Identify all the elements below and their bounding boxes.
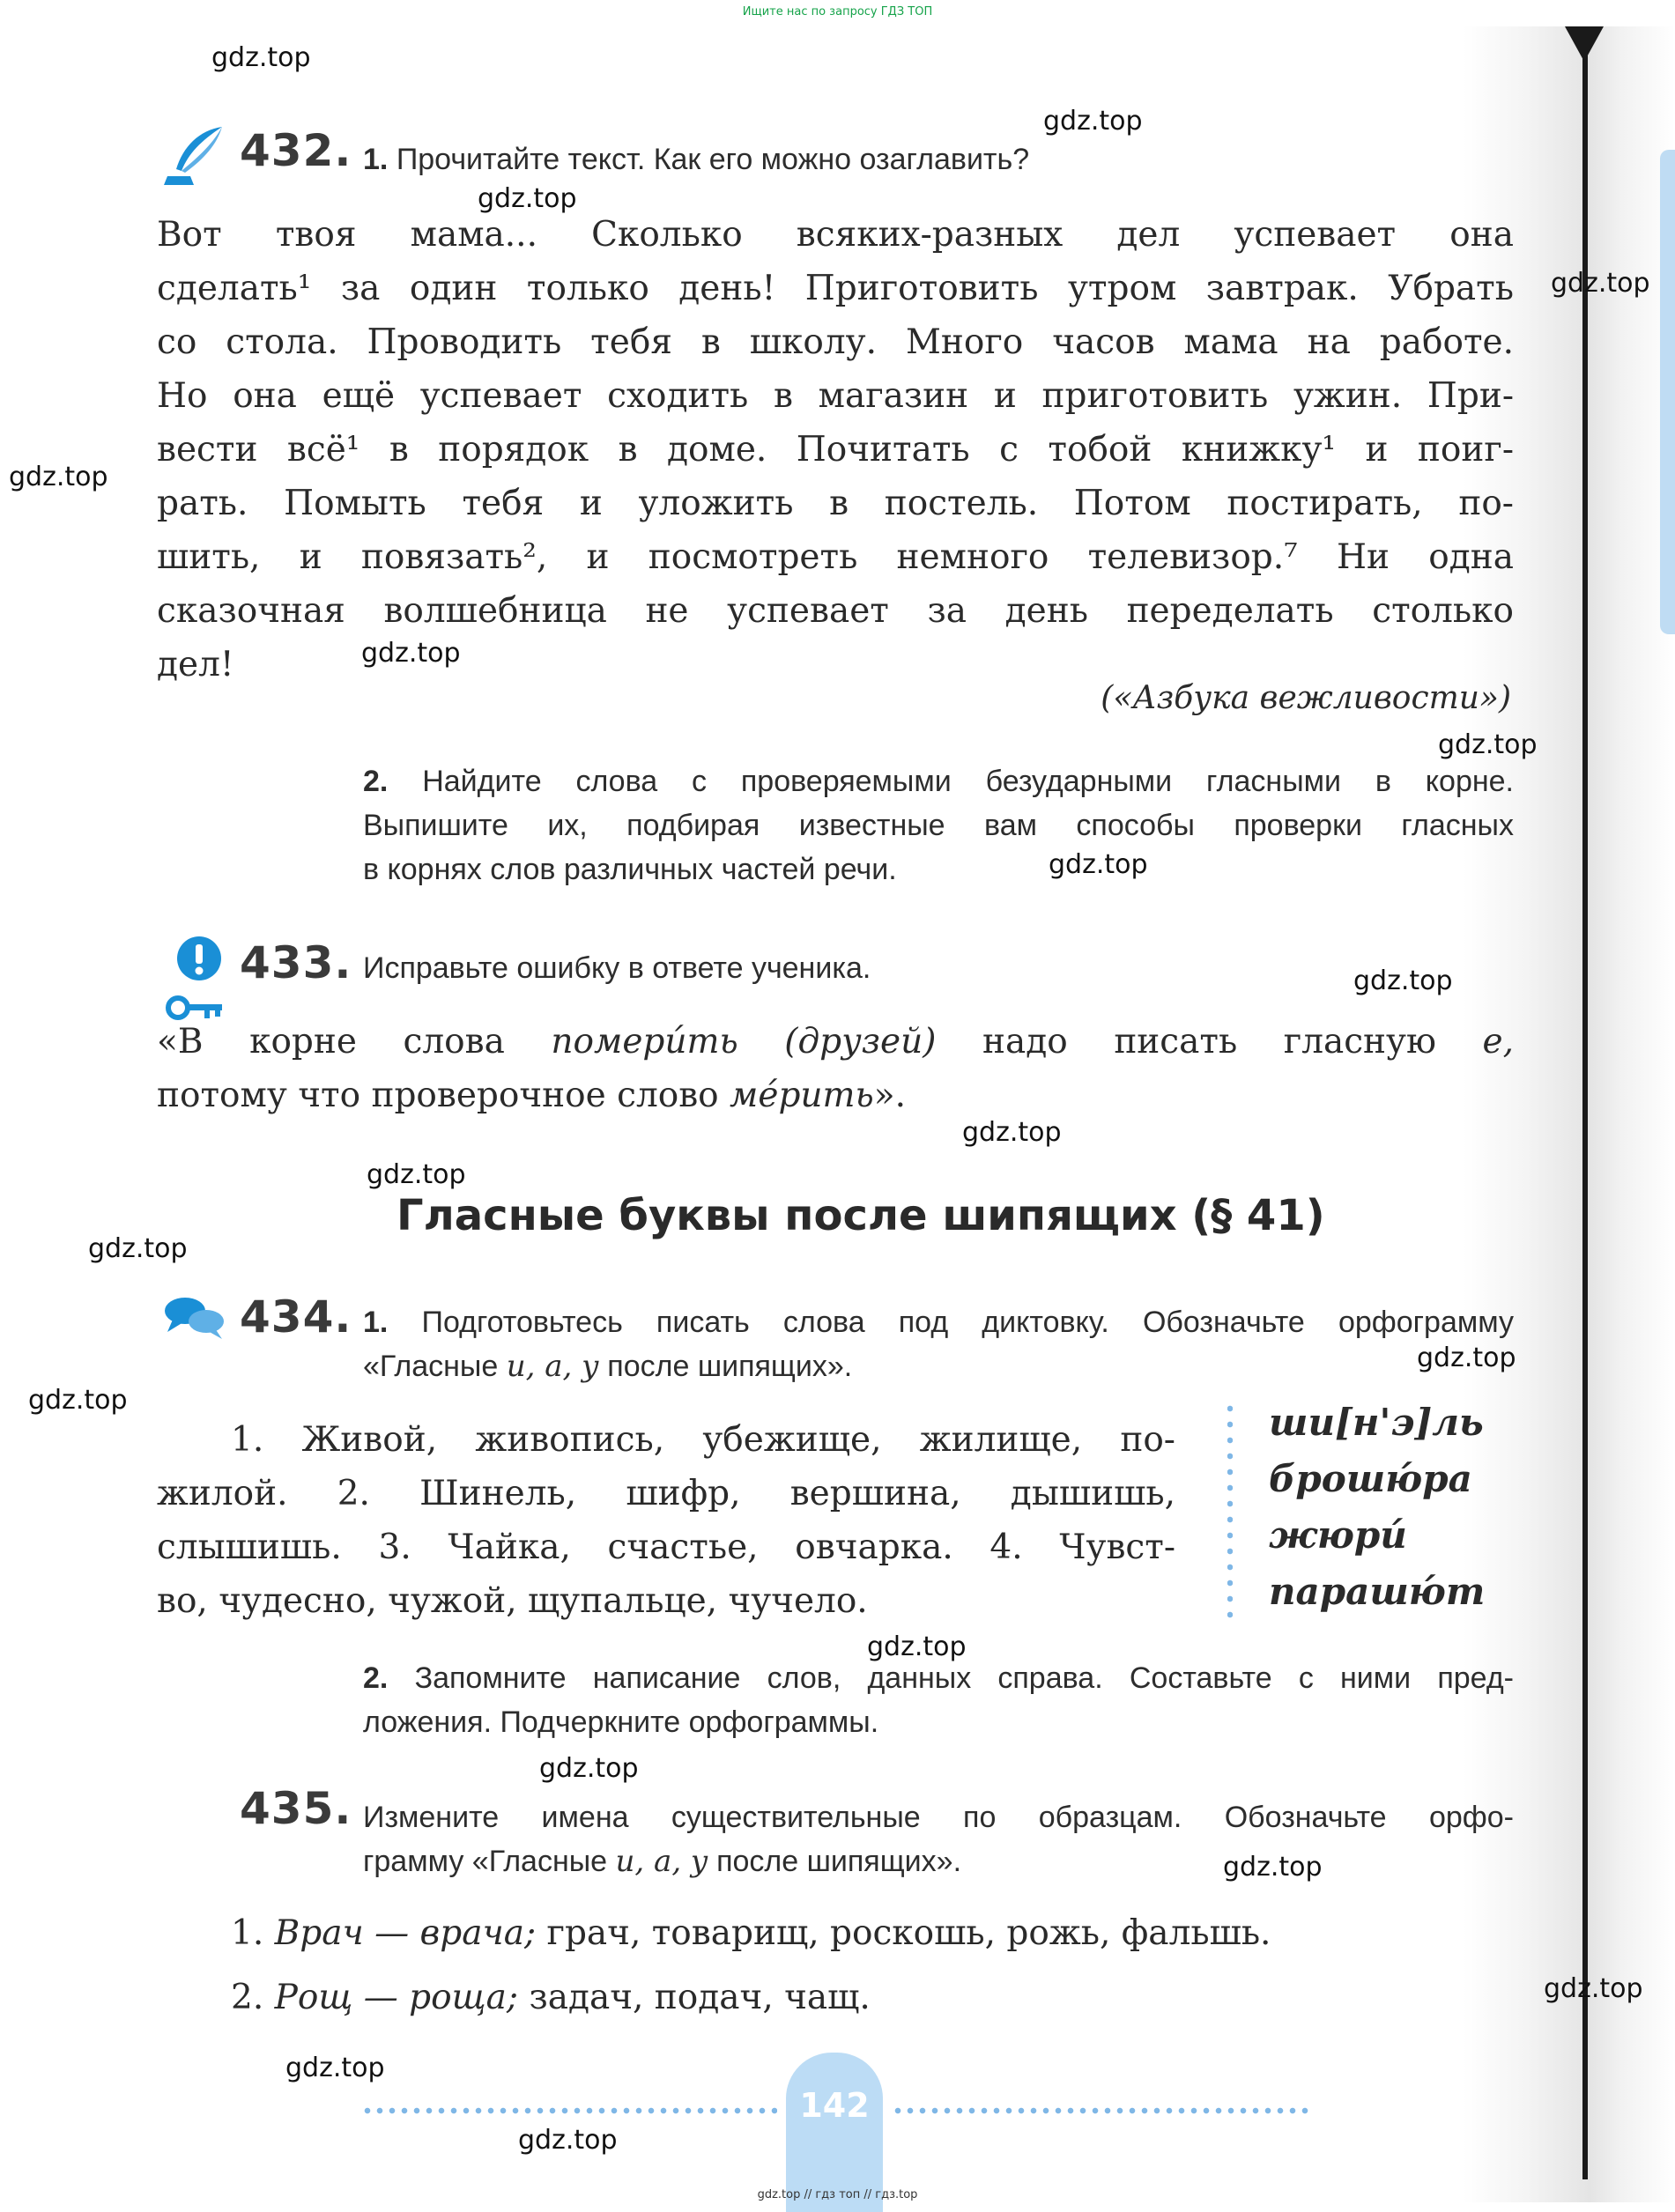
- exercise-instruction: Исправьте ошибку в ответе ученика.: [363, 951, 871, 985]
- word-emphasis: помери́ть (друзей): [551, 1022, 937, 1062]
- watermark: gdz.top: [478, 183, 577, 214]
- instruction-line: ложения. Подчеркните орфограммы.: [363, 1705, 879, 1739]
- letters-emphasis: и, а, у: [506, 1349, 599, 1384]
- watermark: gdz.top: [1438, 729, 1538, 760]
- watermark: gdz.top: [28, 1385, 128, 1416]
- watermark: gdz.top: [1043, 106, 1143, 137]
- watermark: gdz.top: [361, 638, 461, 669]
- instruction-line: в корнях слов различных частей речи.: [363, 853, 897, 886]
- words-line: слышишь. 3. Чайка, счастье, овчарка. 4. Чувст-: [157, 1528, 1175, 1567]
- text-line: сделать¹ за один только день! Приготовить утром завтрак. Убрать: [157, 269, 1514, 308]
- vocab-word: брошю́ра: [1269, 1457, 1472, 1500]
- watermark: gdz.top: [867, 1631, 967, 1662]
- spine-edge: [1582, 30, 1588, 2179]
- model-pair: Врач — врача;: [274, 1913, 537, 1953]
- watermark: gdz.top: [962, 1117, 1062, 1148]
- words-line: 1. Живой, живопись, убежище, жилище, по-: [231, 1420, 1175, 1460]
- watermark: gdz.top: [285, 2053, 385, 2083]
- words-line: 2. Рощ — роща; задач, подач, чащ.: [231, 1978, 871, 2017]
- spine-edge-tip: [1565, 26, 1604, 62]
- watermark: gdz.top: [367, 1159, 466, 1190]
- watermark: gdz.top: [9, 462, 108, 492]
- text-line: дел!: [157, 645, 234, 684]
- watermark: gdz.top: [1417, 1343, 1516, 1373]
- text-line: сказочная волшебница не успевает за день переделать столько: [157, 591, 1514, 631]
- section-heading: Гласные буквы после шипящих (§ 41): [397, 1191, 1325, 1240]
- instruction-line: Измените имена существительные по образцам. Обозначьте орфо-: [363, 1801, 1514, 1834]
- watermark: gdz.top: [1353, 965, 1453, 996]
- exercise-number: 433.: [240, 937, 352, 988]
- vocab-word: жюри́: [1269, 1513, 1407, 1557]
- task-number: 1.: [363, 1306, 389, 1339]
- watermark: gdz.top: [1551, 268, 1650, 299]
- exercise-instruction: [363, 137, 1029, 181]
- dictation-words: [157, 1413, 1175, 1628]
- instruction-line: 2. Запомните написание слов, данных справа. Составьте с ними пред-: [363, 1661, 1514, 1695]
- model-pair: Рощ — роща;: [274, 1978, 519, 2017]
- instruction-line: «Гласные и, а, у после шипящих».: [363, 1349, 853, 1384]
- words-line: во, чудесно, чужой, щупальце, чучело.: [157, 1581, 868, 1621]
- exercise-instruction: [363, 1656, 1514, 1744]
- exercise-instruction: [363, 759, 1514, 891]
- quill-pen-icon: [164, 123, 226, 192]
- word-emphasis: ме́рить: [730, 1076, 874, 1115]
- watermark: gdz.top: [1223, 1852, 1323, 1883]
- exclamation-icon: [176, 936, 222, 985]
- speech-bubbles-icon: [164, 1295, 226, 1344]
- bottom-watermark: gdz.top // гдз топ // гдз.top: [757, 2188, 918, 2201]
- page-number: 142: [799, 2086, 870, 2125]
- reading-text: [157, 208, 1514, 692]
- text-line: Вот твоя мама... Сколько всяких-разных дел успевает она: [157, 215, 1514, 255]
- vocab-word: ши[н'э]ль: [1269, 1401, 1484, 1444]
- vocab-divider: [1227, 1401, 1233, 1621]
- quote-line: «В корне слова помери́ть (друзей) надо писать гласную е,: [157, 1022, 1514, 1062]
- instruction-line: [363, 759, 1514, 803]
- exercise-number: 435.: [240, 1783, 352, 1834]
- text-line: шить, и повязать², и посмотреть немного телевизор.⁷ Ни одна: [157, 537, 1514, 577]
- words-line: жилой. 2. Шинель, шифр, вершина, дышишь,: [157, 1474, 1175, 1513]
- instruction-line: Выпишите их, подбирая известные вам способы проверки гласных: [363, 809, 1514, 842]
- watermark: gdz.top: [88, 1233, 188, 1264]
- text-line: Но она ещё успевает сходить в магазин и приготовить ужин. При-: [157, 376, 1514, 416]
- top-watermark: Ищите нас по запросу ГДЗ ТОП: [742, 5, 933, 18]
- exercise-instruction: [363, 1300, 1514, 1388]
- page-side-tab: [1660, 150, 1675, 634]
- watermark: gdz.top: [539, 1753, 639, 1784]
- instruction-line: грамму «Гласные и, а, у после шипящих».: [363, 1844, 962, 1879]
- text-source: («Азбука вежливости»): [1101, 680, 1511, 716]
- text-line: вести всё¹ в порядок в доме. Почитать с тобой книжку¹ и поиг-: [157, 430, 1514, 470]
- task-number: 2.: [363, 1661, 389, 1695]
- task-text: Прочитайте текст. Как его можно озаглавить?: [396, 143, 1030, 176]
- exercise-words: [231, 1906, 1517, 2024]
- task-number: 2.: [363, 765, 389, 798]
- student-answer-quote: [157, 1015, 1514, 1122]
- watermark: gdz.top: [1544, 1973, 1643, 2004]
- letters-emphasis: и, а, у: [615, 1844, 708, 1879]
- exercise-number: 432.: [240, 125, 352, 176]
- footer-dots-left: [361, 2107, 777, 2114]
- watermark: gdz.top: [518, 2125, 618, 2156]
- vocab-word: парашю́т: [1269, 1570, 1486, 1613]
- instruction-line: 1. Подготовьтесь писать слова под диктовку. Обозначьте орфограмму: [363, 1306, 1514, 1339]
- words-line: 1. Врач — врача; грач, товарищ, роскошь, рожь, фальшь.: [231, 1913, 1271, 1953]
- task-text: Найдите слова с проверяемыми безударными гласными в корне.: [422, 765, 1514, 798]
- letter-emphasis: е,: [1482, 1022, 1514, 1062]
- quote-line: потому что проверочное слово ме́рить».: [157, 1076, 907, 1115]
- exercise-instruction: [363, 1795, 1514, 1883]
- exercise-number: 434.: [240, 1291, 352, 1343]
- watermark: gdz.top: [1049, 849, 1148, 880]
- text-line: со стола. Проводить тебя в школу. Много часов мама на работе.: [157, 322, 1514, 362]
- footer-dots-right: [892, 2107, 1311, 2114]
- text-line: рать. Помыть тебя и уложить в постель. Потом постирать, по-: [157, 484, 1514, 523]
- task-number: 1.: [363, 143, 389, 176]
- watermark: gdz.top: [211, 42, 311, 73]
